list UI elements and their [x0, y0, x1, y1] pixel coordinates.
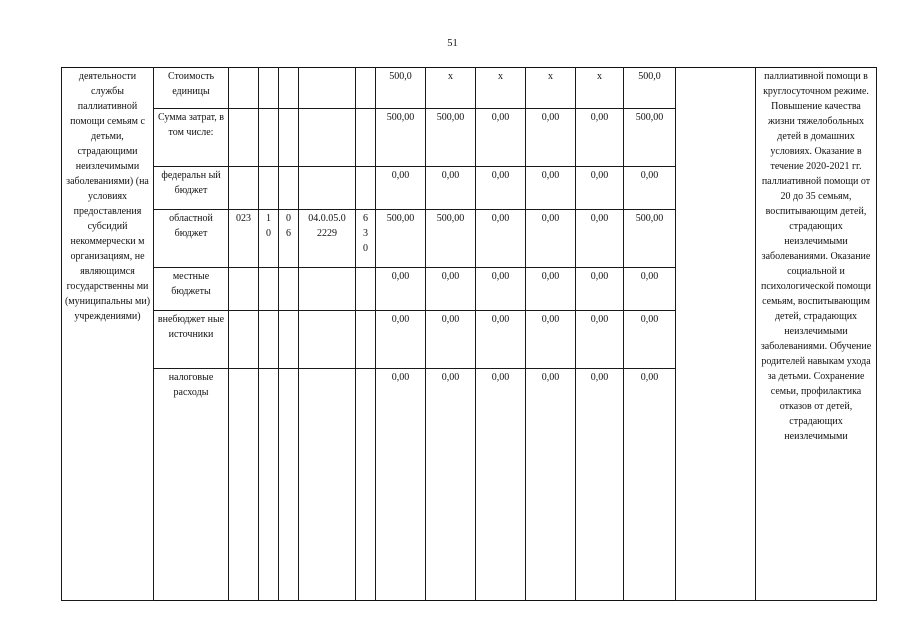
value-cell: 0,00 — [526, 369, 576, 601]
value-cell: 0,00 — [376, 268, 426, 311]
value-cell: х — [426, 68, 476, 109]
row-label: Стоимость единицы — [154, 68, 229, 109]
table-row — [62, 68, 877, 109]
page-number: 51 — [447, 38, 458, 49]
value-cell: 0,00 — [476, 268, 526, 311]
value-cell: 0,00 — [476, 109, 526, 167]
value-cell: 500,00 — [376, 210, 426, 268]
value-cell: 0,00 — [426, 167, 476, 210]
value-cell: 500,00 — [376, 109, 426, 167]
value-cell: 0,00 — [476, 369, 526, 601]
row-label: областной бюджет — [154, 210, 229, 268]
csr-code: 04.0.05.0 2229 — [299, 210, 356, 268]
budget-table — [61, 67, 877, 601]
value-cell: 0,00 — [576, 369, 624, 601]
value-cell: х — [476, 68, 526, 109]
value-cell: 0,00 — [526, 210, 576, 268]
value-cell: 0,00 — [376, 167, 426, 210]
row-label: Сумма затрат, в том числе: — [154, 109, 229, 167]
value-cell: 0,00 — [526, 109, 576, 167]
pr-code: 06 — [286, 213, 291, 239]
value-cell: 0,00 — [624, 268, 676, 311]
empty-column — [676, 68, 756, 601]
value-cell: 0,00 — [576, 210, 624, 268]
value-cell: 500,0 — [624, 68, 676, 109]
value-cell: 500,0 — [376, 68, 426, 109]
row-label: местные бюджеты — [154, 268, 229, 311]
value-cell: х — [526, 68, 576, 109]
value-cell: 0,00 — [476, 210, 526, 268]
result-description-cell — [756, 68, 877, 601]
value-cell: 0,00 — [624, 167, 676, 210]
value-cell: 0,00 — [624, 369, 676, 601]
value-cell: 0,00 — [526, 167, 576, 210]
event-description: деятельности службы паллиативной помощи семьям с детьми, страдающими неизлечимыми заболеваниями) (на условиях предоставления субсидий некоммерчески м организациям, не являющимся государственны ми (муниципальны ми) учреждениями) — [64, 71, 151, 322]
value-cell: 0,00 — [426, 369, 476, 601]
value-cell: 0,00 — [476, 167, 526, 210]
value-cell: 500,00 — [624, 109, 676, 167]
value-cell: 0,00 — [526, 311, 576, 369]
value-cell: 500,00 — [426, 109, 476, 167]
value-cell: 0,00 — [576, 268, 624, 311]
rz-code: 10 — [266, 213, 271, 239]
value-cell: 0,00 — [576, 109, 624, 167]
vr-code: 630 — [363, 213, 368, 254]
value-cell: 0,00 — [576, 167, 624, 210]
grbs-code: 023 — [229, 210, 259, 268]
value-cell: 500,00 — [624, 210, 676, 268]
event-description-cell — [62, 68, 154, 601]
result-description: паллиативной помощи в круглосуточном режиме. Повышение качества жизни тяжелобольных детей в домашних условиях. Оказание в течение 2020-2021 гг. паллиативной помощи от 20 до 35 семьям, воспитывающим детей, страдающих неизлечимыми заболеваниями. Оказание социальной и психологической помощи семьям, воспитывающим детей, страдающих неизлечимыми заболеваниями. Обучение родителей навыкам ухода за детьми. Сохранение семьи, профилактика отказов от детей, страдающих неизлечимыми — [760, 71, 872, 442]
row-label: федеральн ый бюджет — [154, 167, 229, 210]
value-cell: 0,00 — [526, 268, 576, 311]
row-label: налоговые расходы — [154, 369, 229, 601]
row-label: внебюджет ные источники — [154, 311, 229, 369]
value-cell: х — [576, 68, 624, 109]
value-cell: 0,00 — [426, 268, 476, 311]
value-cell: 0,00 — [576, 311, 624, 369]
value-cell: 0,00 — [426, 311, 476, 369]
value-cell: 0,00 — [376, 369, 426, 601]
value-cell: 0,00 — [624, 311, 676, 369]
value-cell: 0,00 — [476, 311, 526, 369]
value-cell: 500,00 — [426, 210, 476, 268]
value-cell: 0,00 — [376, 311, 426, 369]
